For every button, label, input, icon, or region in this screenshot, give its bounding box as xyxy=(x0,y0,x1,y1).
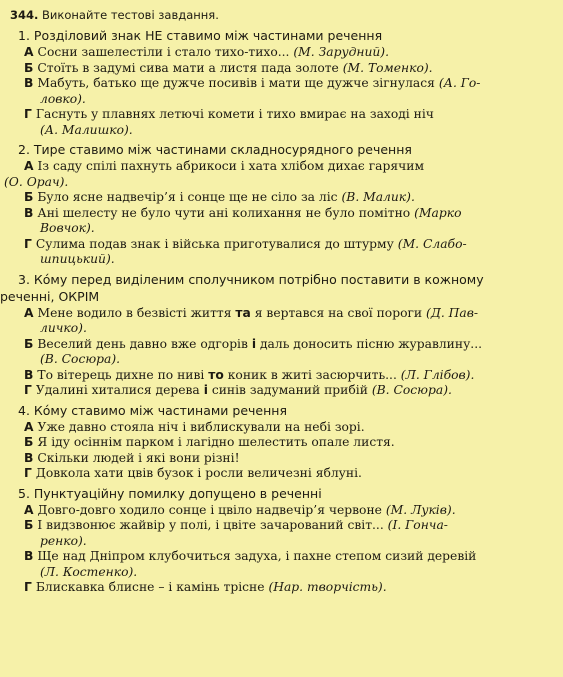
option-continuation: (В. Сосюра). xyxy=(40,352,121,366)
exercise-instruction: Виконайте тестові завдання. xyxy=(42,8,219,22)
option-letter: А xyxy=(24,502,34,517)
question-2-title: 2. Тире ставимо між частинами складносурядного речення xyxy=(18,142,412,157)
exercise-number: 344. xyxy=(10,8,39,22)
option-continuation: ловко). xyxy=(40,91,86,106)
q3-option-b[interactable] xyxy=(24,337,559,368)
q4-option-g[interactable] xyxy=(24,466,559,482)
question-5-title: 5. Пунктуаційну помилку допущено в реченні xyxy=(18,485,322,501)
highlighted-conjunction: і xyxy=(203,383,208,397)
option-source: (М. Луків). xyxy=(385,502,456,517)
option-text: І видзвонює жайвір у полі, і цвіте зачарований світ... xyxy=(37,518,384,532)
highlighted-conjunction: то xyxy=(208,367,224,382)
exercise-header xyxy=(4,0,559,24)
option-letter: Г xyxy=(24,236,32,251)
option-text: Довго-довго ходило сонце і цвіло надвечір’я червоне xyxy=(37,502,382,517)
option-source: (І. Гонча- xyxy=(387,518,448,532)
q1-option-g[interactable] xyxy=(24,107,559,138)
option-text: Уже давно стояла ніч і виблискували на небі зорі. xyxy=(37,419,365,434)
option-source: (М. Томенко). xyxy=(342,60,433,75)
option-text: Гаснуть у плавнях летючі комети і тихо вмирає на заході ніч xyxy=(35,107,434,121)
option-letter: Б xyxy=(24,435,34,449)
option-text: Скільки людей і які вони різні! xyxy=(37,450,240,465)
option-continuation: (А. Малишко). xyxy=(40,122,133,137)
option-letter: А xyxy=(24,419,34,434)
option-text: даль доносить пісню журавлину... xyxy=(259,336,483,351)
option-text: синів задуманий прибій xyxy=(211,383,368,397)
option-letter: В xyxy=(24,205,34,220)
option-source: (Нар. творчість). xyxy=(268,580,387,594)
q4-option-b[interactable] xyxy=(24,435,559,451)
q1-option-v[interactable] xyxy=(24,76,559,107)
question-3-title-line1: 3. Кóму перед виділеним сполучником потрібно поставити в кожному xyxy=(18,271,484,287)
option-text: Ані шелесту не було чути ані колихання не було помітно xyxy=(37,205,411,220)
option-text: Із саду спілі пахнуть абрикоси і хата хлібом дихає гарячим xyxy=(37,159,425,173)
option-letter: Г xyxy=(24,383,32,397)
q2-option-a[interactable] xyxy=(4,159,559,190)
option-letter: Г xyxy=(24,107,32,121)
q1-option-a[interactable] xyxy=(24,45,559,61)
option-source: (М. Слабо- xyxy=(397,236,467,251)
option-continuation: шпицький). xyxy=(40,252,115,266)
option-continuation: Вовчок). xyxy=(40,221,95,235)
q5-option-g[interactable] xyxy=(24,580,559,596)
option-text: Веселий день давно вже одгорів xyxy=(37,336,248,351)
option-text: Сосни зашелестіли і стало тихо-тихо... xyxy=(37,45,290,59)
q5-option-v[interactable] xyxy=(24,549,559,580)
question-1-title: 1. Розділовий знак НЕ ставимо між частинами речення xyxy=(18,28,383,43)
option-letter: Б xyxy=(24,190,34,204)
option-text: Удалині хиталися дерева xyxy=(35,383,200,397)
option-text: Мене водило в безвісті життя xyxy=(37,305,232,320)
option-letter: Г xyxy=(24,580,32,594)
option-source: (Марко xyxy=(414,205,462,220)
q4-option-a[interactable] xyxy=(24,420,559,436)
q4-option-v[interactable] xyxy=(24,451,559,467)
highlighted-conjunction: і xyxy=(251,336,257,351)
option-text: Я іду осіннім парком і лагідно шелестить опале листя. xyxy=(37,435,395,449)
question-3-title xyxy=(0,271,559,305)
q2-option-v[interactable] xyxy=(24,206,559,237)
q5-option-b[interactable] xyxy=(24,518,559,549)
option-source: (М. Зарудний). xyxy=(293,45,390,59)
option-continuation: (О. Орач). xyxy=(4,174,69,189)
option-continuation: ренко). xyxy=(40,533,87,548)
option-text: Сулима подав знак і війська приготувалися до штурму xyxy=(35,236,394,251)
option-text: коник в житі засюрчить... xyxy=(227,367,397,382)
option-source: (В. Малик). xyxy=(341,190,415,204)
option-letter: В xyxy=(24,450,34,465)
question-4-title: 4. Кóму ставимо між частинами речення xyxy=(18,402,287,418)
option-text: Блискавка блисне – і камінь трісне xyxy=(35,580,265,594)
option-continuation: (Л. Костенко). xyxy=(40,564,138,579)
option-text: я вертався на свої пороги xyxy=(254,305,423,320)
q2-option-g[interactable] xyxy=(24,237,559,268)
option-text: Стоїть в задумі сива мати а листя пада золоте xyxy=(37,60,339,75)
option-text: Було ясне надвечір’я і сонце ще не сіло за ліс xyxy=(37,190,338,204)
option-letter: В xyxy=(24,549,34,563)
option-text: Довкола хати цвів бузок і росли величезні яблуні. xyxy=(35,466,362,480)
option-letter: А xyxy=(24,45,34,59)
q5-option-a[interactable] xyxy=(24,503,559,519)
q3-option-g[interactable] xyxy=(24,383,559,399)
option-letter: Б xyxy=(24,518,34,532)
option-letter: А xyxy=(24,305,34,320)
highlighted-conjunction: та xyxy=(235,305,251,320)
option-source: (А. Го- xyxy=(438,76,481,90)
q1-option-b[interactable] xyxy=(24,61,559,77)
option-letter: Б xyxy=(24,336,34,351)
q2-option-b[interactable] xyxy=(24,190,559,206)
option-source: (В. Сосюра). xyxy=(371,383,452,397)
option-letter: Г xyxy=(24,466,32,480)
option-source: (Д. Пав- xyxy=(426,305,479,320)
q3-option-a[interactable] xyxy=(24,306,559,337)
option-letter: В xyxy=(24,367,34,382)
option-text: Мабуть, батько ще дужче посивів і мати ще дужче зігнулася xyxy=(37,76,435,90)
option-continuation: личко). xyxy=(40,321,87,335)
option-text: То вітерець дихне по ниві xyxy=(37,367,205,382)
option-text: Ще над Дніпром клубочиться задуха, і пахне степом сизий деревій xyxy=(37,549,477,563)
option-letter: А xyxy=(24,159,34,173)
option-letter: В xyxy=(24,76,34,90)
option-letter: Б xyxy=(24,60,34,75)
q3-option-v[interactable] xyxy=(24,368,559,384)
option-source: (Л. Глібов). xyxy=(400,367,475,382)
question-3-title-line2: реченні, ОКРІМ xyxy=(0,288,100,304)
